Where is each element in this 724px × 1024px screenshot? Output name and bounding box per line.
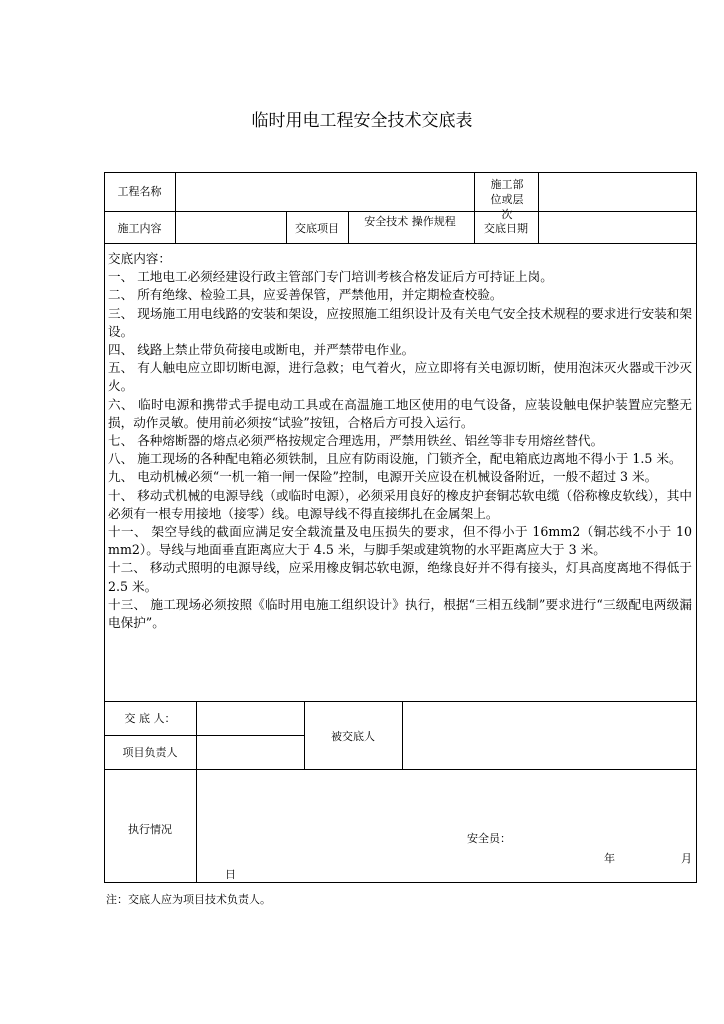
receiver-signature-field[interactable] <box>406 728 694 743</box>
content-item: 三、 现场施工用电线路的安装和架设，应按照施工组织设计及有关电气安全技术规程的要求进行安装和架设。 <box>108 305 692 339</box>
content-item: 二、 所有绝缘、检验工具，应妥善保管，严禁他用，并定期检查校验。 <box>108 287 503 303</box>
footnote: 注：交底人应为项目技术负责人。 <box>106 893 271 906</box>
item-label: 交底项目 <box>295 222 339 235</box>
row-divider <box>104 701 697 702</box>
work-content-label: 施工内容 <box>117 222 162 235</box>
item-value: 安全技术 操作规程 <box>364 215 456 228</box>
content-item: 五、 有人触电应立即切断电源，进行急救；电气着火，应立即将有关电源切断，使用泡沫灭火器或干沙灭火。 <box>108 360 692 394</box>
project-name-label: 工程名称 <box>117 185 162 198</box>
work-content-field[interactable] <box>178 221 284 236</box>
content-item: 四、 线路上禁止带负荷接电或断电，并严禁带电作业。 <box>108 342 415 358</box>
project-manager-signature-field[interactable] <box>199 745 301 760</box>
content-item: 十一、 架空导线的截面应满足安全载流量及电压损失的要求，但不得小于 16mm2（铜芯线不小于 10 mm2）。导线与地面垂直距离应大于 4.5 米，与脚手架或建筑物的水平距离应大于 3 米。 <box>108 524 692 558</box>
row-divider <box>104 735 304 736</box>
col-divider <box>538 172 539 243</box>
page-title: 临时用电工程安全技术交底表 <box>251 111 473 131</box>
content-item: 一、 工地电工必须经建设行政主管部门专门培训考核合格发证后方可持证上岗。 <box>108 269 553 285</box>
col-divider <box>175 172 176 243</box>
execution-label: 执行情况 <box>128 823 172 836</box>
row-divider <box>104 769 697 770</box>
receiver-label: 被交底人 <box>331 730 375 743</box>
date-field[interactable] <box>541 221 693 236</box>
col-divider <box>348 211 349 243</box>
content-item: 八、 施工现场的各种配电箱必须铁制，且应有防雨设施，门锁齐全，配电箱底边离地不得小于 1.5 米。 <box>108 451 682 467</box>
row-divider <box>104 243 697 244</box>
content-heading: 交底内容： <box>108 251 171 266</box>
location-field[interactable] <box>541 184 693 199</box>
content-item: 十、 移动式机械的电源导线（或临时电源），必须采用良好的橡皮护套铜芯软电缆（俗称橡皮软线），其中必须有一根专用接地（接零）线。电源导线不得直接绑扎在金属架上。 <box>108 487 692 521</box>
safety-officer-label: 安全员： <box>467 832 511 845</box>
content-item: 十二、 移动式照明的电源导线，应采用橡皮铜芯软电源，绝缘良好并不得有接头，灯具高度离地不得低于 2.5 米。 <box>108 560 692 594</box>
month-label: 月 <box>681 852 692 865</box>
project-name-field[interactable] <box>178 184 472 199</box>
col-divider <box>402 701 403 769</box>
project-manager-label: 项目负责人 <box>122 746 178 759</box>
disclosure-content <box>108 250 692 632</box>
content-item: 六、 临时电源和携带式手提电动工具或在高温施工地区使用的电气设备，应装设触电保护装置应完整无损，动作灵敏。使用前必须按“试验”按钮，合格后方可投入运行。 <box>108 396 692 430</box>
discloser-signature-field[interactable] <box>199 711 301 726</box>
col-divider <box>196 701 197 883</box>
date-label: 交底日期 <box>484 222 528 235</box>
discloser-label: 交 底 人： <box>124 712 176 725</box>
year-label: 年 <box>604 852 615 865</box>
day-label: 日 <box>225 868 236 881</box>
content-item: 十三、 施工现场必须按照《临时用电施工组织设计》执行，根据“三相五线制”要求进行“三级配电两级漏电保护”。 <box>108 596 692 631</box>
row-divider <box>104 211 697 212</box>
location-label: 施工部位或层次 <box>490 178 524 221</box>
content-item: 九、 电动机械必须“一机一箱一闸一保险”控制，电源开关应设在机械设备附近，一般不超过 3 米。 <box>108 469 658 485</box>
content-item: 七、 各种熔断器的熔点必须严格按规定合理选用，严禁用铁丝、铝丝等非专用熔丝替代。 <box>108 433 604 449</box>
